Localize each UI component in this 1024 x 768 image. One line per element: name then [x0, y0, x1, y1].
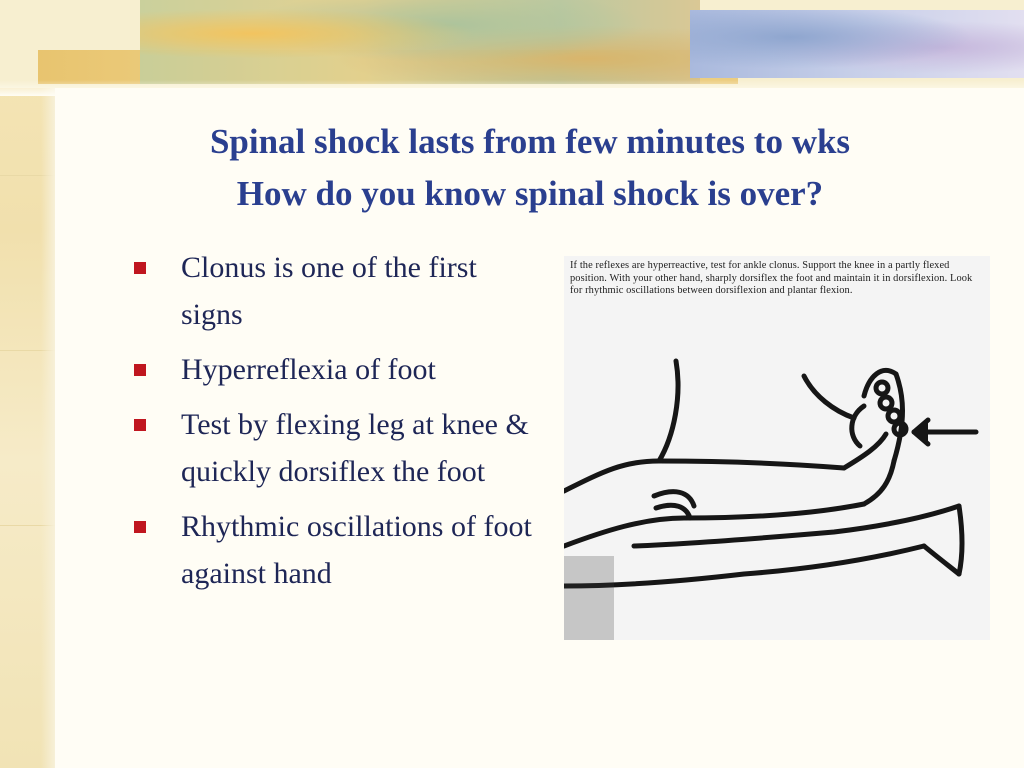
bullet-item: [130, 401, 540, 495]
bullet-list: [130, 244, 540, 605]
band-divider: [0, 175, 55, 176]
square-bullet-icon: [134, 262, 146, 274]
bullet-item: [130, 503, 540, 597]
bullet-item: [130, 244, 540, 338]
bullet-text: Clonus is one of the first signs: [181, 251, 477, 331]
square-bullet-icon: [134, 521, 146, 533]
bullet-item: [130, 346, 540, 393]
band-divider: [0, 525, 55, 526]
figure-caption: If the reflexes are hyperreactive, test for ankle clonus. Support the knee in a partly flexed position. With your other hand, sharply dorsiflex the foot and maintain it in dorsiflexion. Look for rhythmic oscillations between dorsiflexion and plantar flexion.: [570, 260, 973, 297]
title-line-2: How do you know spinal shock is over?: [236, 174, 824, 213]
banner-blue-image: [690, 10, 1024, 78]
bullet-text: Test by flexing leg at knee & quickly dorsiflex the foot: [181, 408, 529, 488]
title-line-1: Spinal shock lasts from few minutes to wks: [209, 122, 851, 161]
banner-leaves-image: [140, 0, 700, 84]
bullet-text: Hyperreflexia of foot: [181, 353, 436, 386]
clonus-test-illustration: [564, 256, 990, 640]
left-decorative-band: [0, 0, 55, 768]
square-bullet-icon: [134, 364, 146, 376]
bullet-text: Rhythmic oscillations of foot against hand: [181, 510, 532, 590]
slide-title: [100, 116, 960, 220]
top-decorative-banner: [0, 0, 1024, 88]
square-bullet-icon: [134, 419, 146, 431]
banner-fade: [0, 80, 1024, 96]
leg-drawing: [564, 256, 990, 640]
band-divider: [0, 350, 55, 351]
